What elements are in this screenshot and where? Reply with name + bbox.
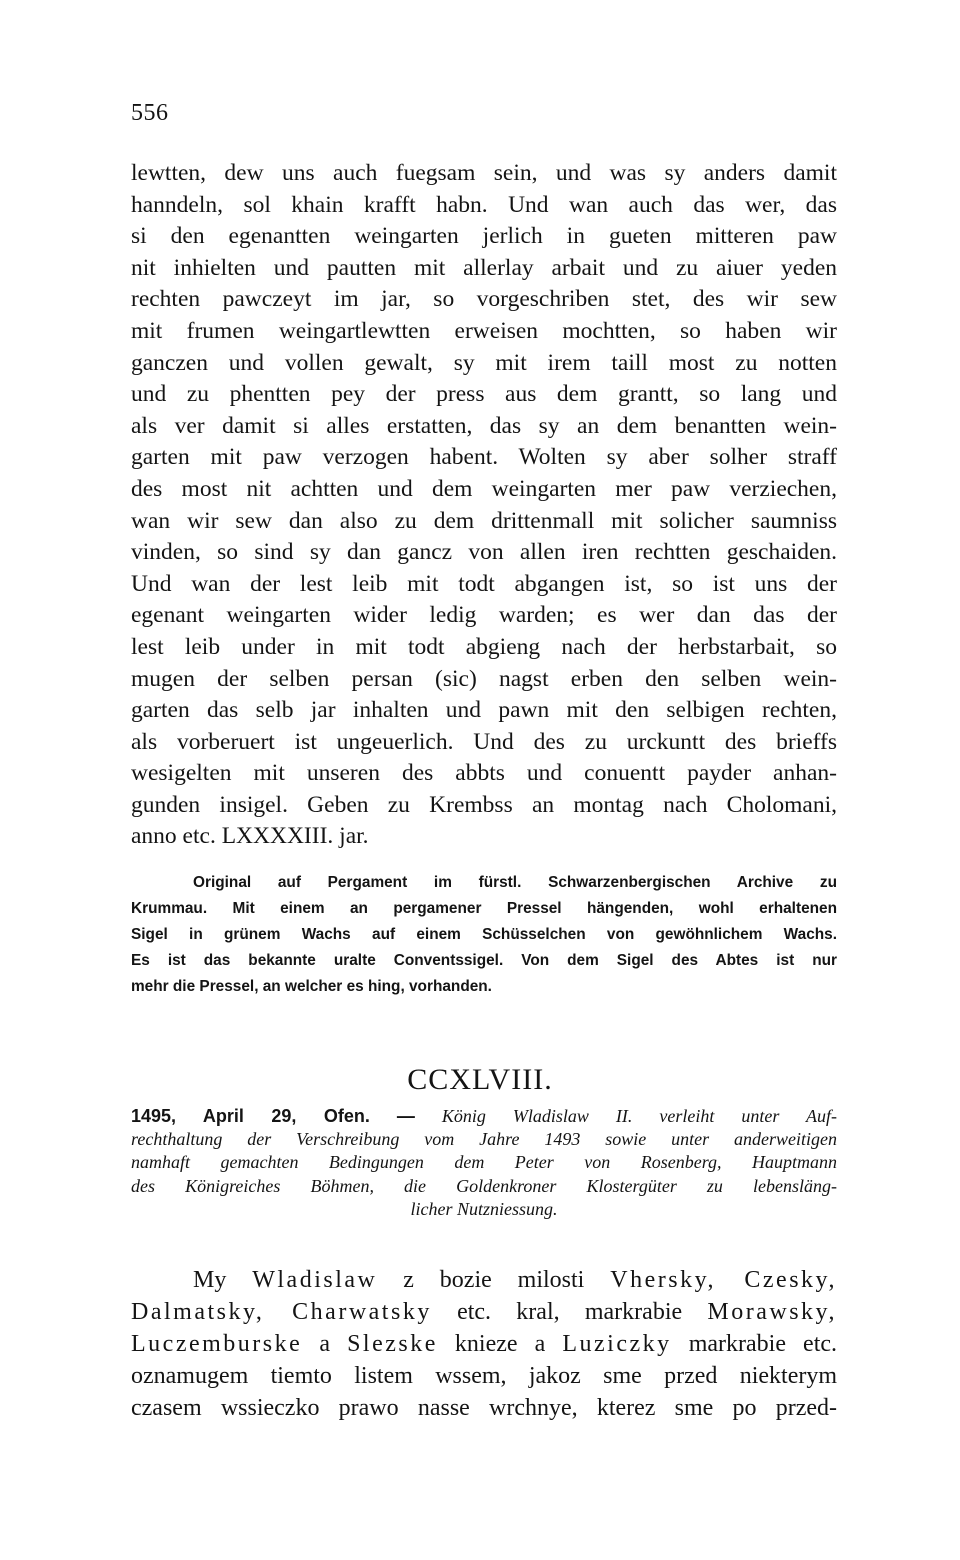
charter-line bbox=[131, 1328, 837, 1360]
charter-line bbox=[131, 1296, 837, 1328]
regest-dash: — bbox=[396, 1106, 415, 1126]
regest bbox=[131, 1105, 837, 1221]
text-line: nit inhielten und pautten mit allerlay arbait und zu aiuer yeden bbox=[131, 254, 837, 281]
text-line: ganczen und vollen gewalt, sy mit irem taill most zu notten bbox=[131, 349, 837, 376]
text-line: gunden insigel. Geben zu Krembss an montag nach Cholomani, bbox=[131, 791, 837, 818]
charter-name: Luczemburske bbox=[131, 1331, 303, 1357]
regest-line bbox=[131, 1105, 837, 1128]
charter-fragment: My bbox=[193, 1267, 253, 1293]
charter-fragment: a bbox=[302, 1331, 348, 1357]
charter-fragment: etc. kral, markrabie bbox=[431, 1299, 708, 1325]
text-line: wesigelten mit unseren des abbts und conuentt payder anhan- bbox=[131, 760, 837, 787]
text-line: mit frumen weingartlewtten erweisen mochtten, so haben wir bbox=[131, 317, 837, 344]
regest-line-last: licher Nutzniessung. bbox=[410, 1198, 558, 1219]
text-line: Und wan der lest leib mit todt abgangen ist, so ist uns der bbox=[131, 570, 837, 597]
charter-name: Morawsky, bbox=[707, 1299, 837, 1325]
regest-line: rechthaltung der Verschreibung vom Jahre 1493 sowie unter anderweitigen bbox=[131, 1129, 837, 1150]
charter-text bbox=[131, 1264, 837, 1424]
text-line: si den egenantten weingarten jerlich in gueten mitteren paw bbox=[131, 223, 837, 250]
text-line: und zu phentten pey der press aus dem grantt, so lang und bbox=[131, 381, 837, 408]
charter-name: Vhersky, Czesky, bbox=[610, 1267, 837, 1293]
charter-name: Luziczky bbox=[562, 1331, 672, 1357]
text-line: mugen der selben persan (sic) nagst erben den selben wein- bbox=[131, 665, 837, 692]
text-line: vinden, so sind sy dan gancz von allen iren rechtten geschaiden. bbox=[131, 539, 837, 566]
charter-fragment: knieze a bbox=[437, 1331, 563, 1357]
text-line: rechten pawczeyt im jar, so vorgeschriben stet, des wir sew bbox=[131, 286, 837, 313]
text-line: lewtten, dew uns auch fuegsam sein, und was sy anders damit bbox=[131, 160, 837, 186]
charter-line: czasem wssieczko prawo nasse wrchnye, kterez sme po przed- bbox=[131, 1395, 837, 1421]
charter-text-continuation bbox=[131, 158, 837, 853]
regest-date: 1495, April 29, Ofen. bbox=[131, 1106, 370, 1126]
text-line: des most nit achtten und dem weingarten mer paw verziechen, bbox=[131, 475, 837, 502]
charter-fragment: markrabie etc. bbox=[671, 1331, 838, 1357]
archival-note bbox=[131, 870, 837, 1000]
text-line: hanndeln, sol khain krafft habn. Und wan auch das wer, das bbox=[131, 191, 837, 218]
page-number: 556 bbox=[131, 100, 169, 126]
text-line: wan wir sew dan also zu dem drittenmall mit solicher saumniss bbox=[131, 507, 837, 534]
text-line: als ver damit si alles erstatten, das sy an dem benantten wein- bbox=[131, 412, 837, 439]
text-line: als vorberuert ist ungeuerlich. Und des zu urckuntt des brieffs bbox=[131, 728, 837, 755]
charter-name: Wladislaw bbox=[252, 1267, 378, 1293]
text-line: garten das selb jar inhalten und pawn mit den selbigen rechten, bbox=[131, 697, 837, 724]
regest-line: namhaft gemachten Bedingungen dem Peter von Rosenberg, Hauptmann bbox=[131, 1152, 837, 1173]
note-line: Original auf Pergament im fürstl. Schwarzenbergischen Archive zu bbox=[193, 874, 837, 891]
document-number-heading: CCXLVIII. bbox=[407, 1063, 553, 1096]
charter-fragment: z bozie milosti bbox=[377, 1267, 611, 1293]
text-line: egenant weingarten wider ledig warden; es wer dan das der bbox=[131, 602, 837, 629]
note-line: mehr die Pressel, an welcher es hing, vorhanden. bbox=[131, 978, 492, 996]
note-line: Es ist das bekannte uralte Conventssigel. Von dem Sigel des Abtes ist nur bbox=[131, 952, 837, 970]
regest-summary-start: König Wladislaw II. verleiht unter Auf- bbox=[441, 1106, 838, 1126]
text-line: lest leib under in mit todt abgieng nach der herbstarbait, so bbox=[131, 633, 837, 660]
text-line: anno etc. LXXXXIII. jar. bbox=[131, 823, 369, 850]
charter-line: oznamugem tiemto listem wssem, jakoz sme przed niekterym bbox=[131, 1363, 837, 1389]
charter-name: Dalmatsky, Charwatsky bbox=[131, 1299, 432, 1325]
note-line: Krummau. Mit einem an pergamener Pressel hängenden, wohl erhaltenen bbox=[131, 900, 837, 918]
note-line: Sigel in grünem Wachs auf einem Schüsselchen von gewöhnlichem Wachs. bbox=[131, 926, 837, 944]
regest-line: des Königreiches Böhmen, die Goldenkroner Klostergüter zu lebensläng- bbox=[131, 1175, 837, 1196]
charter-name: Slezske bbox=[347, 1331, 438, 1357]
charter-line bbox=[131, 1264, 837, 1296]
text-line: garten mit paw verzogen habent. Wolten sy aber solher straff bbox=[131, 444, 837, 471]
